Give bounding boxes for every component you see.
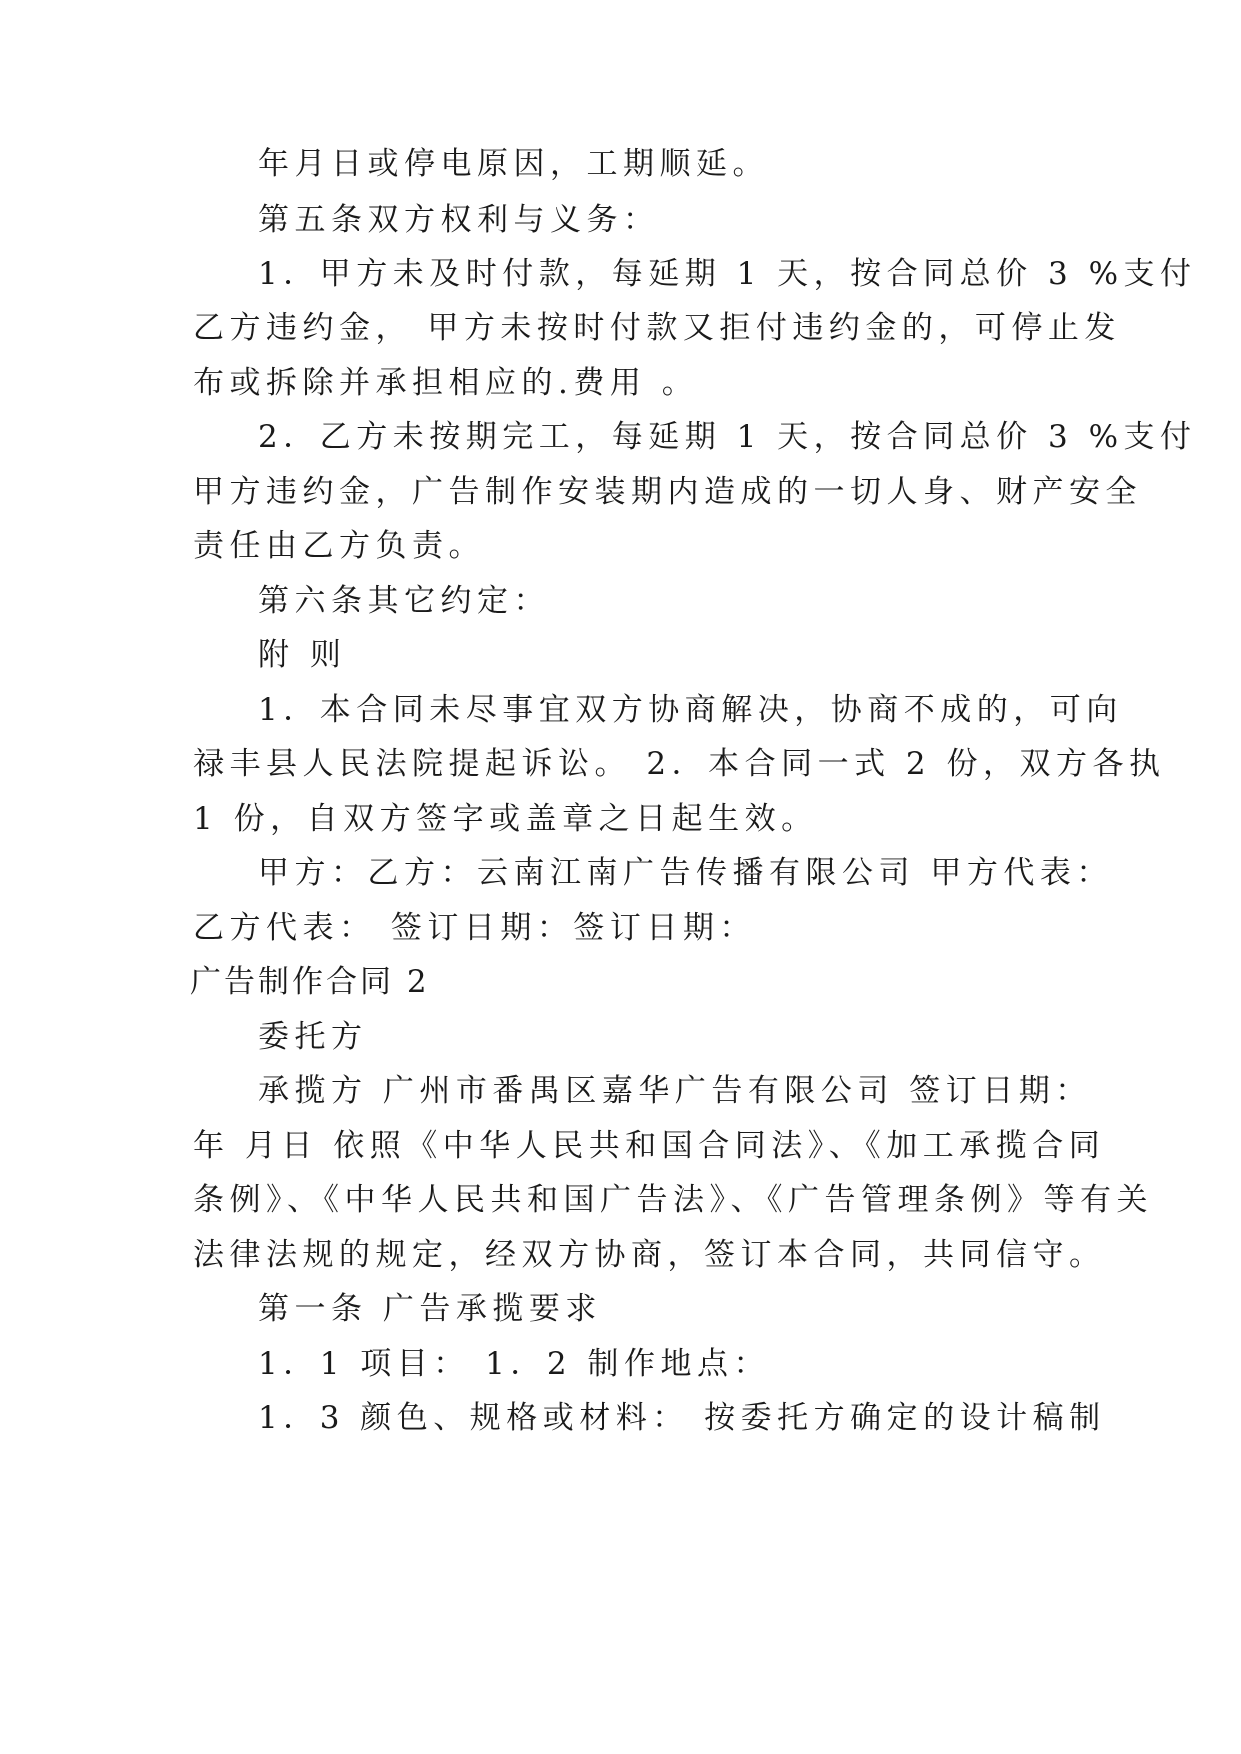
text-line: 承揽方 广州市番禺区嘉华广告有限公司 签订日期：	[258, 1073, 1092, 1109]
signature-line: 乙方代表： 签订日期：签订日期：	[193, 910, 756, 946]
text-line: 2．乙方未按期完工，每延期 1 天，按合同总价 3 %支付	[258, 419, 1197, 455]
section-heading: 第六条其它约定：	[258, 583, 550, 619]
text-line: 法律法规的规定，经双方协商，签订本合同，共同信守。	[193, 1237, 1106, 1273]
section-heading: 附 则	[258, 637, 347, 673]
text-line: 1．本合同未尽事宜双方协商解决，协商不成的，可向	[258, 692, 1123, 728]
text-line: 1 份，自双方签字或盖章之日起生效。	[193, 801, 818, 837]
text-line: 禄丰县人民法院提起诉讼。 2．本合同一式 2 份，双方各执	[193, 746, 1166, 782]
document-title: 广告制作合同 2	[190, 964, 430, 1000]
text-line: 甲方违约金，广告制作安装期内造成的一切人身、财产安全	[193, 474, 1142, 510]
text-line: 布或拆除并承担相应的.费用 。	[193, 365, 699, 401]
text-line: 委托方	[258, 1019, 368, 1055]
section-heading: 第一条 广告承揽要求	[258, 1291, 602, 1327]
signature-line: 甲方：乙方：云南江南广告传播有限公司 甲方代表：	[258, 855, 1113, 891]
text-line: 年月日或停电原因，工期顺延。	[258, 146, 769, 182]
text-line: 乙方违约金， 甲方未按时付款又拒付违约金的，可停止发	[193, 310, 1121, 346]
text-line: 1．3 颜色、规格或材料： 按委托方确定的设计稿制	[258, 1400, 1106, 1436]
text-line: 年 月日 依照《中华人民共和国合同法》、《加工承揽合同	[193, 1128, 1106, 1164]
text-line: 条例》、《中华人民共和国广告法》、《广告管理条例》等有关	[193, 1182, 1153, 1218]
section-heading: 第五条双方权利与义务：	[258, 202, 660, 238]
text-line: 1．1 项目： 1．2 制作地点：	[258, 1346, 770, 1382]
text-line: 责任由乙方负责。	[193, 528, 485, 564]
text-line: 1．甲方未及时付款，每延期 1 天，按合同总价 3 %支付	[258, 256, 1197, 292]
